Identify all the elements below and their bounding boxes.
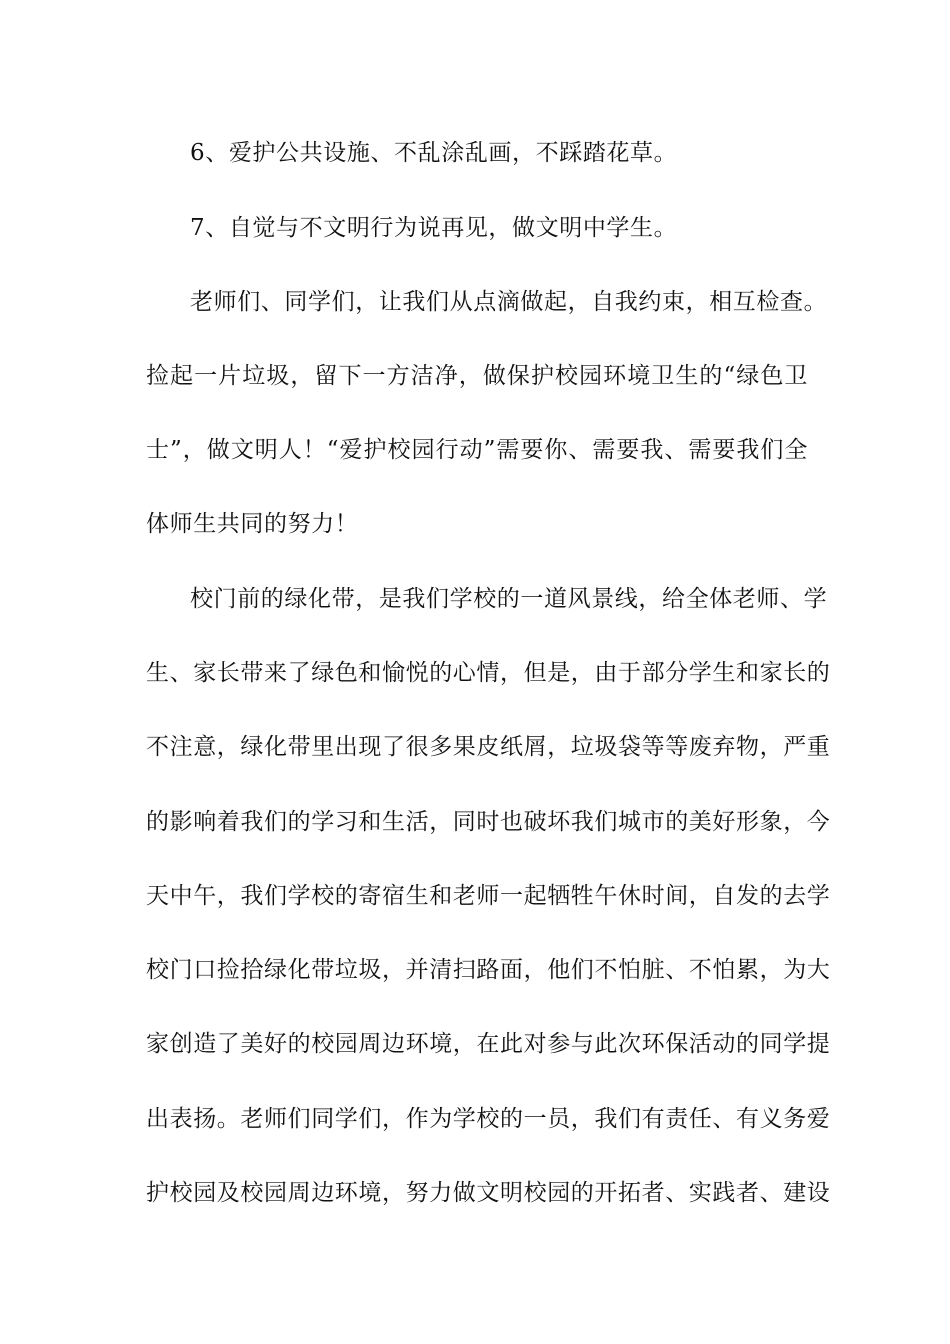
paragraph-line: 捡起一片垃圾，留下一方洁净，做保护校园环境卫生的“绿色卫 (146, 363, 808, 389)
paragraph-line: 不注意，绿化带里出现了很多果皮纸屑，垃圾袋等等废弃物，严重 (146, 734, 831, 760)
paragraph-line: 生、家长带来了绿色和愉悦的心情，但是，由于部分学生和家长的 (146, 660, 831, 686)
list-item-6: 6、爱护公共设施、不乱涂乱画，不踩踏花草。 (190, 140, 678, 166)
paragraph-line: 校门前的绿化带，是我们学校的一道风景线，给全体老师、学 (190, 586, 828, 612)
paragraph-line: 老师们、同学们，让我们从点滴做起，自我约束，相互检查。 (190, 289, 828, 315)
list-item-7: 7、自觉与不文明行为说再见，做文明中学生。 (190, 215, 678, 241)
paragraph-line: 士”，做文明人！“爱护校园行动”需要你、需要我、需要我们全 (146, 437, 808, 463)
paragraph-line: 体师生共同的努力！ (146, 511, 359, 537)
paragraph-line: 出表扬。老师们同学们，作为学校的一员，我们有责任、有义务爱 (146, 1106, 831, 1132)
paragraph-line: 校门口捡拾绿化带垃圾，并清扫路面，他们不怕脏、不怕累，为大 (146, 957, 831, 983)
paragraph-line: 天中午，我们学校的寄宿生和老师一起牺牲午休时间，自发的去学 (146, 883, 831, 909)
paragraph-line: 的影响着我们的学习和生活，同时也破坏我们城市的美好形象，今 (146, 809, 831, 835)
paragraph-line: 护校园及校园周边环境，努力做文明校园的开拓者、实践者、建设 (146, 1180, 831, 1206)
paragraph-line: 家创造了美好的校园周边环境，在此对参与此次环保活动的同学提 (146, 1031, 831, 1057)
